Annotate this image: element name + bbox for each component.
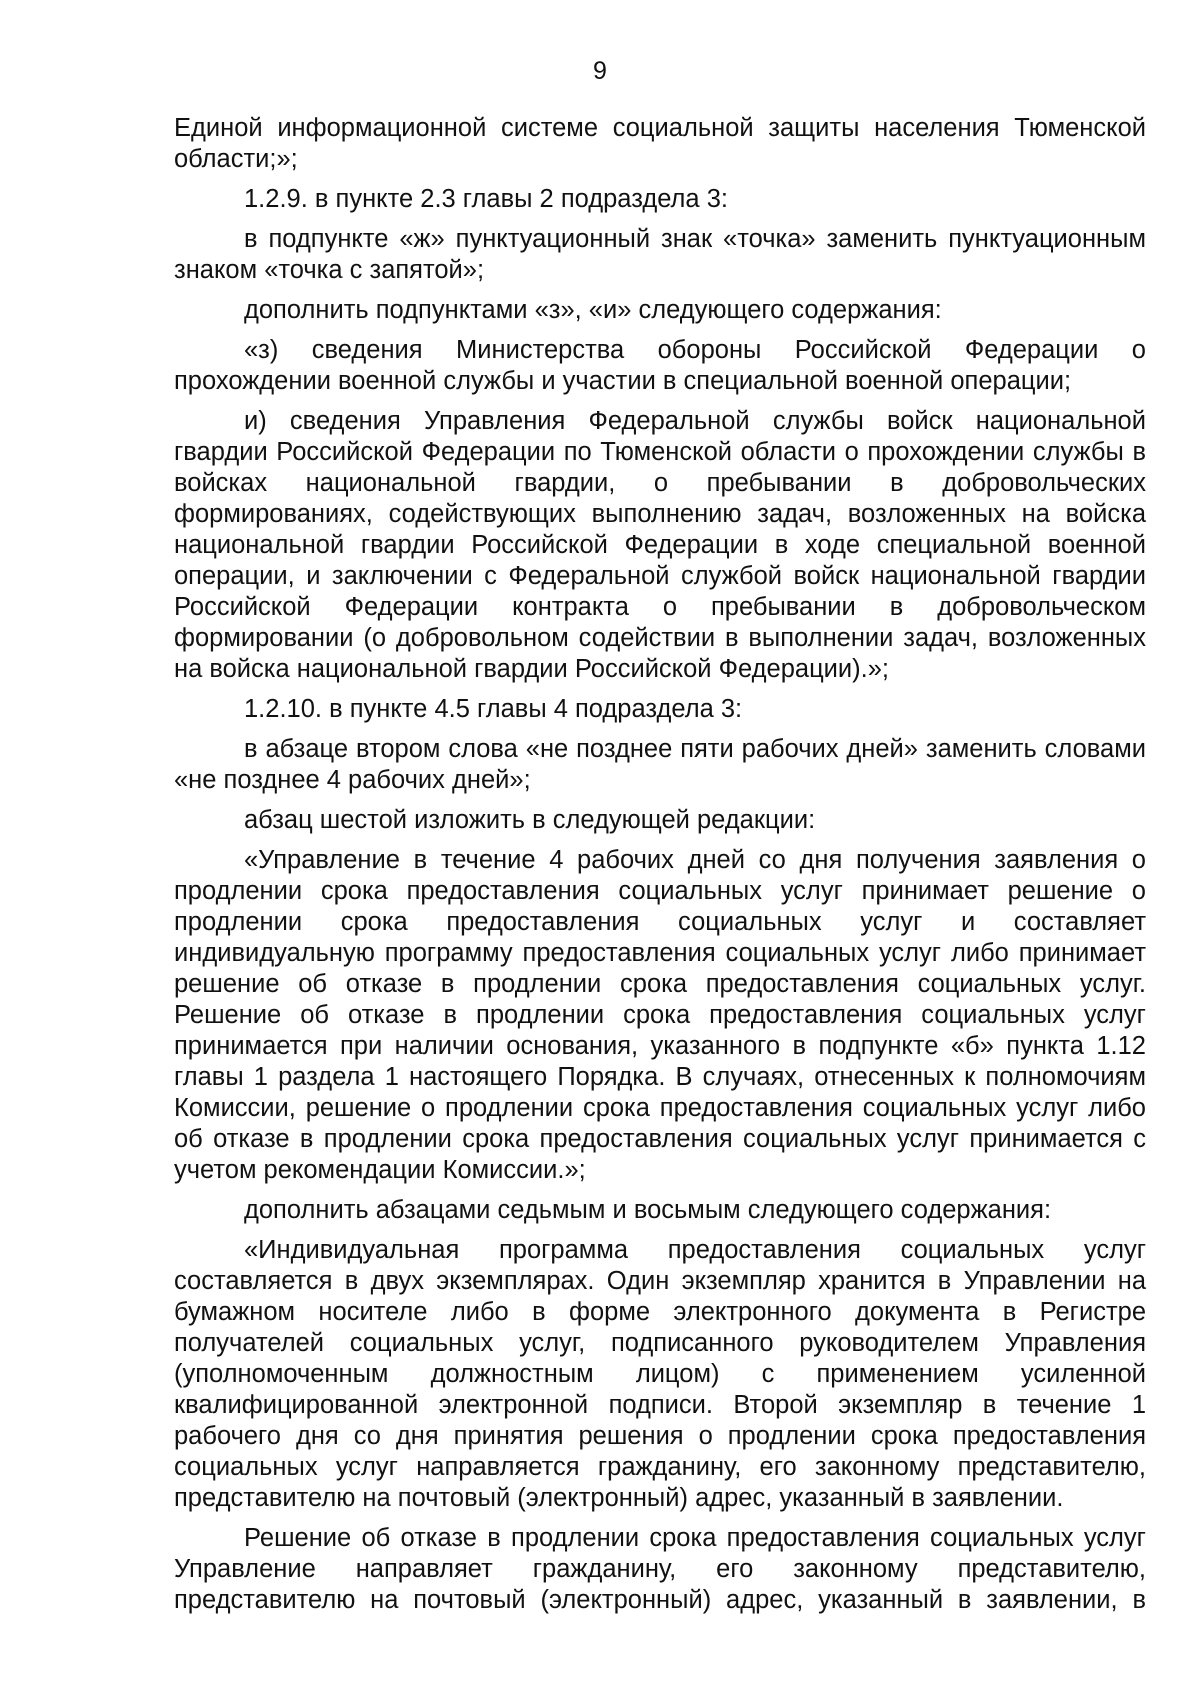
paragraph-add-abzacs: дополнить абзацами седьмым и восьмым следующего содержания:	[244, 1196, 1052, 1224]
paragraph-continuation: Единой информационной системе социальной защиты населения Тюменской области;»;	[174, 114, 1146, 173]
paragraph-sixth-abzac-text: «Управление в течение 4 рабочих дней со дня получения заявления о продлении срока предоставления социальных услуг принимает решение о продлении срока предоставления социальных услуг и составляет индивидуальную программу предоставления социальных услуг либо принимает решение об отказе в продлении срока предоставления социальных услуг. Решение об отказе в продлении срока предоставления социальных услуг принимается при наличии основания, указанного в подпункте «б» пункта 1.12 главы 1 раздела 1 настоящего Порядка. В случаях, отнесенных к полномочиям Комиссии, решение о продлении срока предоставления социальных услуг либо об отказе в продлении срока предоставления социальных услуг принимается с учетом рекомендации Комиссии.»;	[174, 846, 1146, 1184]
paragraph-subpoint-i: и) сведения Управления Федеральной службы войск национальной гвардии Российской Федерации по Тюменской области о прохождении службы в войсках национальной гвардии, о пребывании в добровольческих формированиях, содействующих выполнению задач, возложенных на войска национальной гвардии Российской Федерации в ходе специальной военной операции, и заключении с Федеральной службой войск национальной гвардии Российской Федерации контракта о пребывании в добровольческом формировании (о добровольном содействии в выполнении задач, возложенных на войска национальной гвардии Российской Федерации).»;	[174, 407, 1146, 683]
paragraph-second-abzac: в абзаце втором слова «не позднее пяти рабочих дней» заменить словами «не позднее 4 рабочих дней»;	[174, 735, 1146, 794]
paragraph-eighth-abzac: Решение об отказе в продлении срока предоставления социальных услуг Управление направляет гражданину, его законному представителю, представителю на почтовый (электронный) адрес, указанный в заявлении, в	[174, 1524, 1146, 1614]
paragraph-add-subpoints: дополнить подпунктами «з», «и» следующего содержания:	[244, 296, 942, 324]
document-body	[174, 113, 1146, 1625]
paragraph-seventh-abzac: «Индивидуальная программа предоставления социальных услуг составляется в двух экземплярах. Один экземпляр хранится в Управлении на бумажном носителе либо в форме электронного документа в Регистре получателей социальных услуг, подписанного руководителем Управления (уполномоченным должностным лицом) с применением усиленной квалифицированной электронной подписи. Второй экземпляр в течение 1 рабочего дня со дня принятия решения о продлении срока предоставления социальных услуг направляется гражданину, его законному представителю, представителю на почтовый (электронный) адрес, указанный в заявлении.	[174, 1236, 1146, 1512]
page-number: 9	[593, 57, 607, 85]
paragraph-sixth-abzac-intro: абзац шестой изложить в следующей редакции:	[244, 806, 816, 834]
paragraph-item-1-2-9: 1.2.9. в пункте 2.3 главы 2 подраздела 3:	[244, 185, 728, 213]
paragraph-subpoint-z: «з) сведения Министерства обороны Российской Федерации о прохождении военной службы и участии в специальной военной операции;	[174, 336, 1146, 395]
paragraph-item-1-2-10: 1.2.10. в пункте 4.5 главы 4 подраздела 3:	[244, 695, 743, 723]
paragraph-subpoint-zh: в подпункте «ж» пунктуационный знак «точка» заменить пунктуационным знаком «точка с запятой»;	[174, 225, 1146, 284]
